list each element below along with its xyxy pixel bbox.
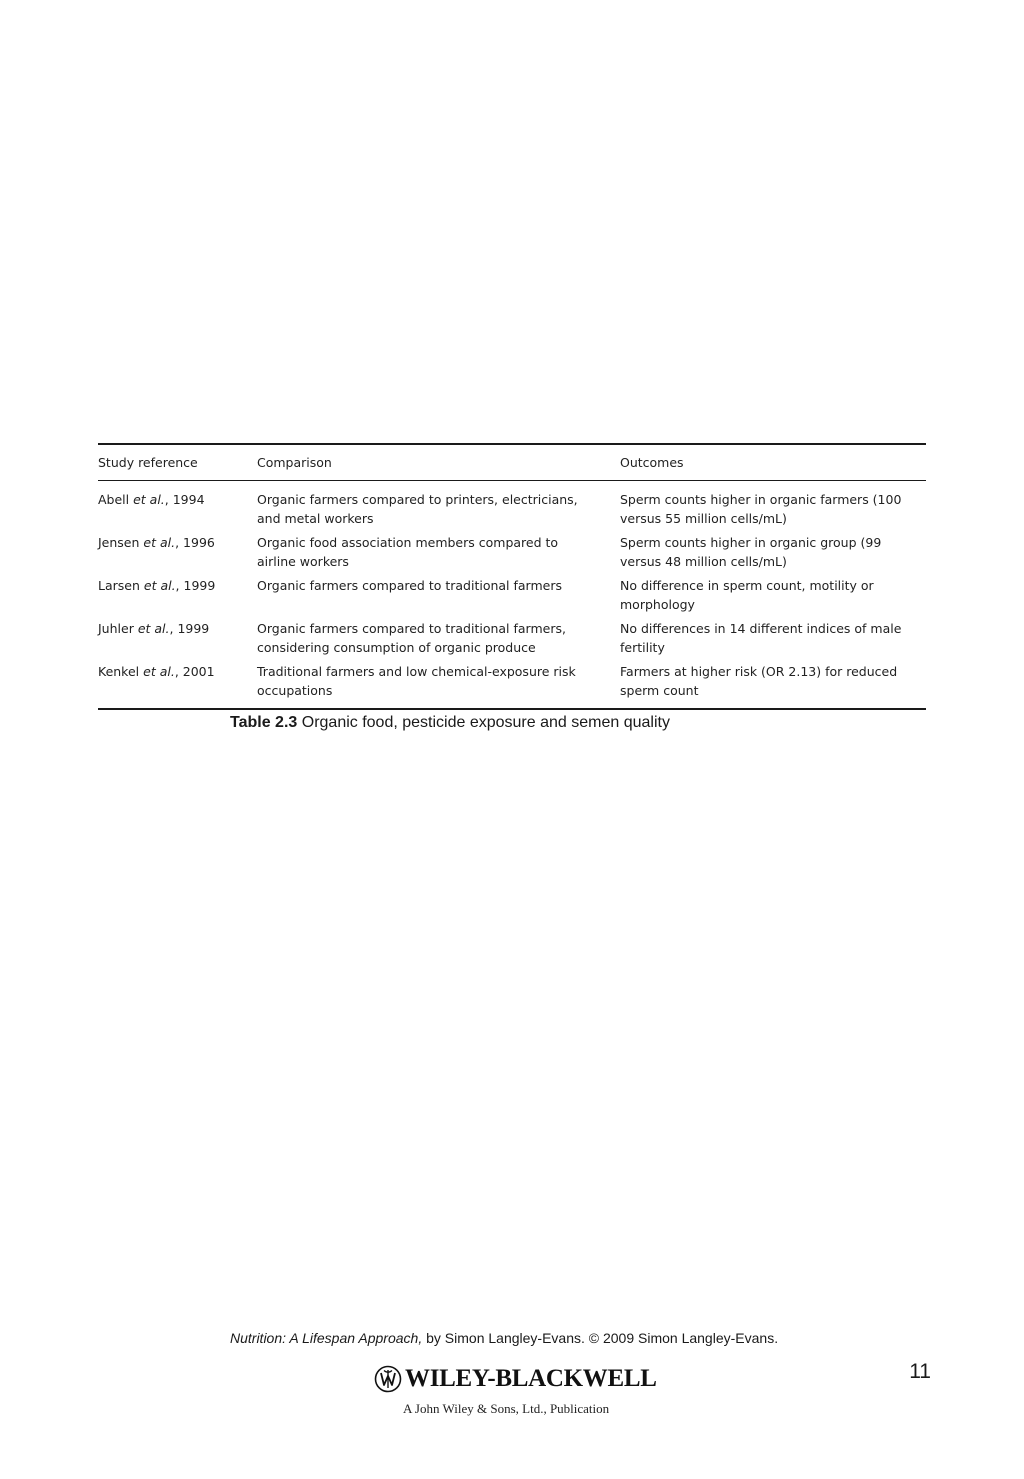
caption-text: Organic food, pesticide exposure and semen quality — [297, 714, 670, 731]
data-table — [98, 443, 926, 710]
ref-etal: et al. — [137, 621, 170, 636]
publisher-logo — [374, 1364, 657, 1394]
study-reference-cell — [98, 617, 257, 660]
ref-year: , 2001 — [174, 664, 215, 679]
outcome-cell: No difference in sperm count, motility or morphology — [620, 578, 874, 612]
header-outcomes: Outcomes — [620, 444, 926, 481]
copyright-line — [230, 1330, 778, 1346]
study-reference-cell — [98, 574, 257, 617]
ref-year: , 1996 — [175, 535, 215, 550]
ref-etal: et al. — [143, 664, 175, 679]
comparison-cell: Traditional farmers and low chemical-exposure risk occupations — [257, 660, 620, 709]
ref-author: Abell — [98, 492, 130, 507]
outcome-cell: Sperm counts higher in organic farmers (100 versus 55 million cells/mL) — [620, 492, 902, 526]
wiley-emblem-icon — [374, 1365, 402, 1393]
header-comparison: Comparison — [257, 444, 620, 481]
publisher-line: A John Wiley & Sons, Ltd., Publication — [403, 1401, 610, 1416]
ref-etal: et al. — [143, 535, 176, 550]
table-header — [98, 444, 926, 481]
outcome-cell: Farmers at higher risk (OR 2.13) for reduced sperm count — [620, 660, 926, 709]
header-study-reference: Study reference — [98, 444, 257, 481]
ref-author: Kenkel — [98, 664, 140, 679]
ref-year: , 1994 — [164, 492, 205, 507]
comparison-cell: Organic farmers compared to traditional farmers — [257, 578, 562, 593]
ref-author: Larsen — [98, 578, 140, 593]
table-row — [98, 660, 926, 709]
outcome-cell: No differences in 14 different indices of male fertility — [620, 621, 902, 655]
table-row — [98, 481, 926, 532]
ref-etal: et al. — [143, 578, 176, 593]
page-number: 11 — [909, 1360, 931, 1383]
book-title: Nutrition: A Lifespan Approach, — [230, 1330, 423, 1346]
copyright-text: by Simon Langley-Evans. © 2009 Simon Langley-Evans. — [422, 1330, 779, 1346]
caption-label: Table 2.3 — [230, 714, 298, 731]
table-row — [98, 531, 926, 574]
comparison-cell: Organic farmers compared to printers, electricians, and metal workers — [257, 492, 578, 526]
study-reference-cell — [98, 531, 257, 574]
table-row — [98, 617, 926, 660]
table-caption — [230, 714, 670, 732]
comparison-cell: Organic food association members compared to airline workers — [257, 535, 559, 569]
ref-etal: et al. — [133, 492, 165, 507]
table-body — [98, 481, 926, 710]
ref-year: , 1999 — [169, 621, 210, 636]
comparison-cell: Organic farmers compared to traditional farmers, considering consumption of organic produce — [257, 621, 566, 655]
ref-year: , 1999 — [175, 578, 216, 593]
outcome-cell: Sperm counts higher in organic group (99 versus 48 million cells/mL) — [620, 535, 882, 569]
study-reference-cell — [98, 481, 257, 532]
ref-author: Juhler — [98, 621, 134, 636]
logo-wordmark: WILEY-BLACKWELL — [405, 1365, 657, 1392]
table-row — [98, 574, 926, 617]
ref-author: Jensen — [98, 535, 140, 550]
study-reference-cell — [98, 660, 257, 709]
table-container — [98, 443, 926, 710]
